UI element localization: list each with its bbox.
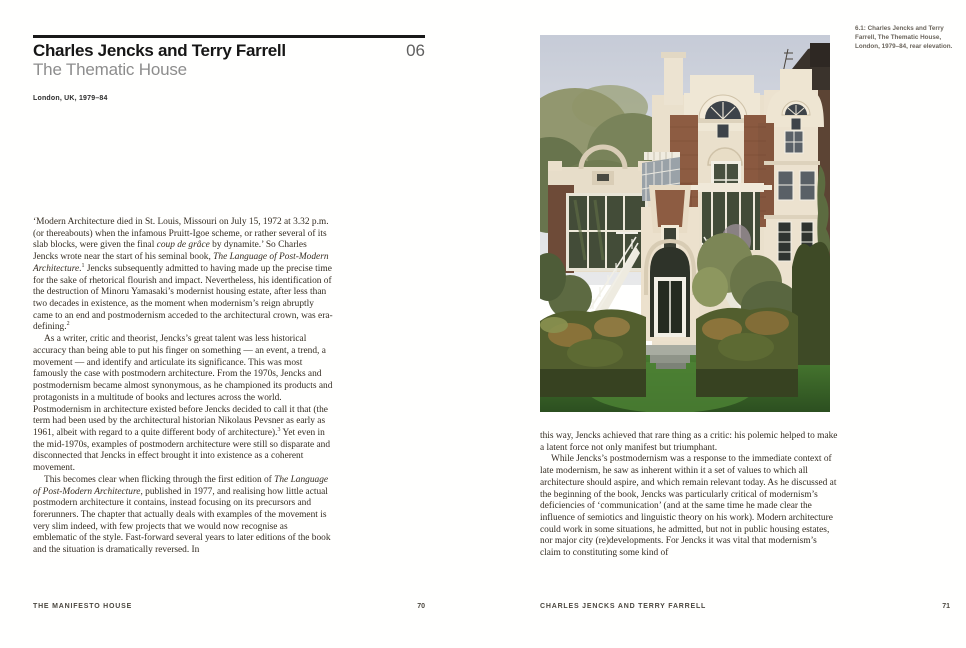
- paragraph: ‘Modern Architecture died in St. Louis, Missouri on July 15, 1972 at 3.32 p.m. (or thereabouts) when the infamous Pruitt-Igoe scheme, or rather several of its slab blocks, were given the final coup de grâce by dynamite.’ So Charles Jencks wrote near the start of his seminal book, The Language of Post-Modern Architecture.$^1$ Jencks subsequently admitted to having made up the precise time for the sake of rhetorical flourish and impact. Nevertheless, his identification of the destruction of Minoru Yamasaki’s modernist housing estate, after less than two decades in existence, as the moment when modernism’s reign abruptly came to an end and postmodernism acceded to the architectural crown, was era-defining.$^2$: [33, 217, 333, 333]
- left-running-footer: [33, 603, 425, 610]
- left-page-number: 70: [417, 603, 425, 610]
- thematic-house-photo: [540, 35, 830, 412]
- page-title: Charles Jencks and Terry Farrell: [33, 41, 286, 60]
- left-body-text: [33, 217, 333, 557]
- left-footer-section: THE MANIFESTO HOUSE: [33, 603, 133, 610]
- chimney: [661, 52, 686, 105]
- project-location: London, UK, 1979–84: [33, 95, 108, 102]
- right-page-number: 71: [942, 603, 950, 610]
- right-footer-section: CHARLES JENCKS AND TERRY FARRELL: [540, 603, 707, 610]
- figure-caption: 6.1: Charles Jencks and Terry Farrell, The Thematic House, London, 1979–84, rear elevation.: [855, 25, 953, 50]
- right-body-text: [540, 431, 839, 560]
- entrance: [641, 185, 699, 341]
- paragraph: As a writer, critic and theorist, Jencks’s great talent was less historical accuracy than being able to put his finger on something — an event, a trend, a movement — and identify and articulate its significance. This was most famously the case with postmodern architecture. From the 1970s, Jencks and postmodernism became almost synonymous, as he championed its products and protagonists in a multitude of books and lectures across the world. Postmodernism in architecture existed before Jencks decided to call it that (the term had been used by the architectural historian Nikolaus Pevsner as early as 1961, albeit with regard to a quite different body of architecture).$^3$ Yet even in the mid-1970s, examples of postmodern architecture were still so disparate and disconnected that Jencks in effect brought it into existence as a coherent movement.: [33, 334, 333, 474]
- paragraph: This becomes clear when flicking through the first edition of The Language of Post-Modern Architecture, published in 1977, and realising how little actual postmodern architecture it contains, instead focusing on its precursors and forerunners. The chapter that actually deals with examples of the movement is very slim indeed, with few projects that we would now recognise as emblematic of the style. Fast-forward several years to later editions of the book and the situation is dramatically reversed. In: [33, 474, 331, 556]
- right-running-footer: [540, 603, 950, 610]
- header-rule: [33, 35, 425, 38]
- paragraph: While Jencks’s postmodernism was a response to the immediate context of late modernism, he saw as inherent within it a set of values to which all architecture should aspire, and which remain relevant today. As he discussed at the beginning of the book, Jencks was particularly critical of modernism’s deficiencies of ‘communication’ (and at the same time he made clear the influence of semiotics and linguistic theory on his work). Modern architecture could work in some situations, he admitted, but not in public housing estates, nor major city (re)developments. For Jencks it was vital that modernism’s claim to constituting some kind of: [540, 454, 837, 559]
- paragraph: this way, Jencks achieved that rare thing as a critic: his polemic helped to make a latent force not only manifest but triumphant.: [540, 431, 838, 453]
- chapter-number: 06: [406, 41, 425, 60]
- page-subtitle: The Thematic House: [33, 60, 187, 79]
